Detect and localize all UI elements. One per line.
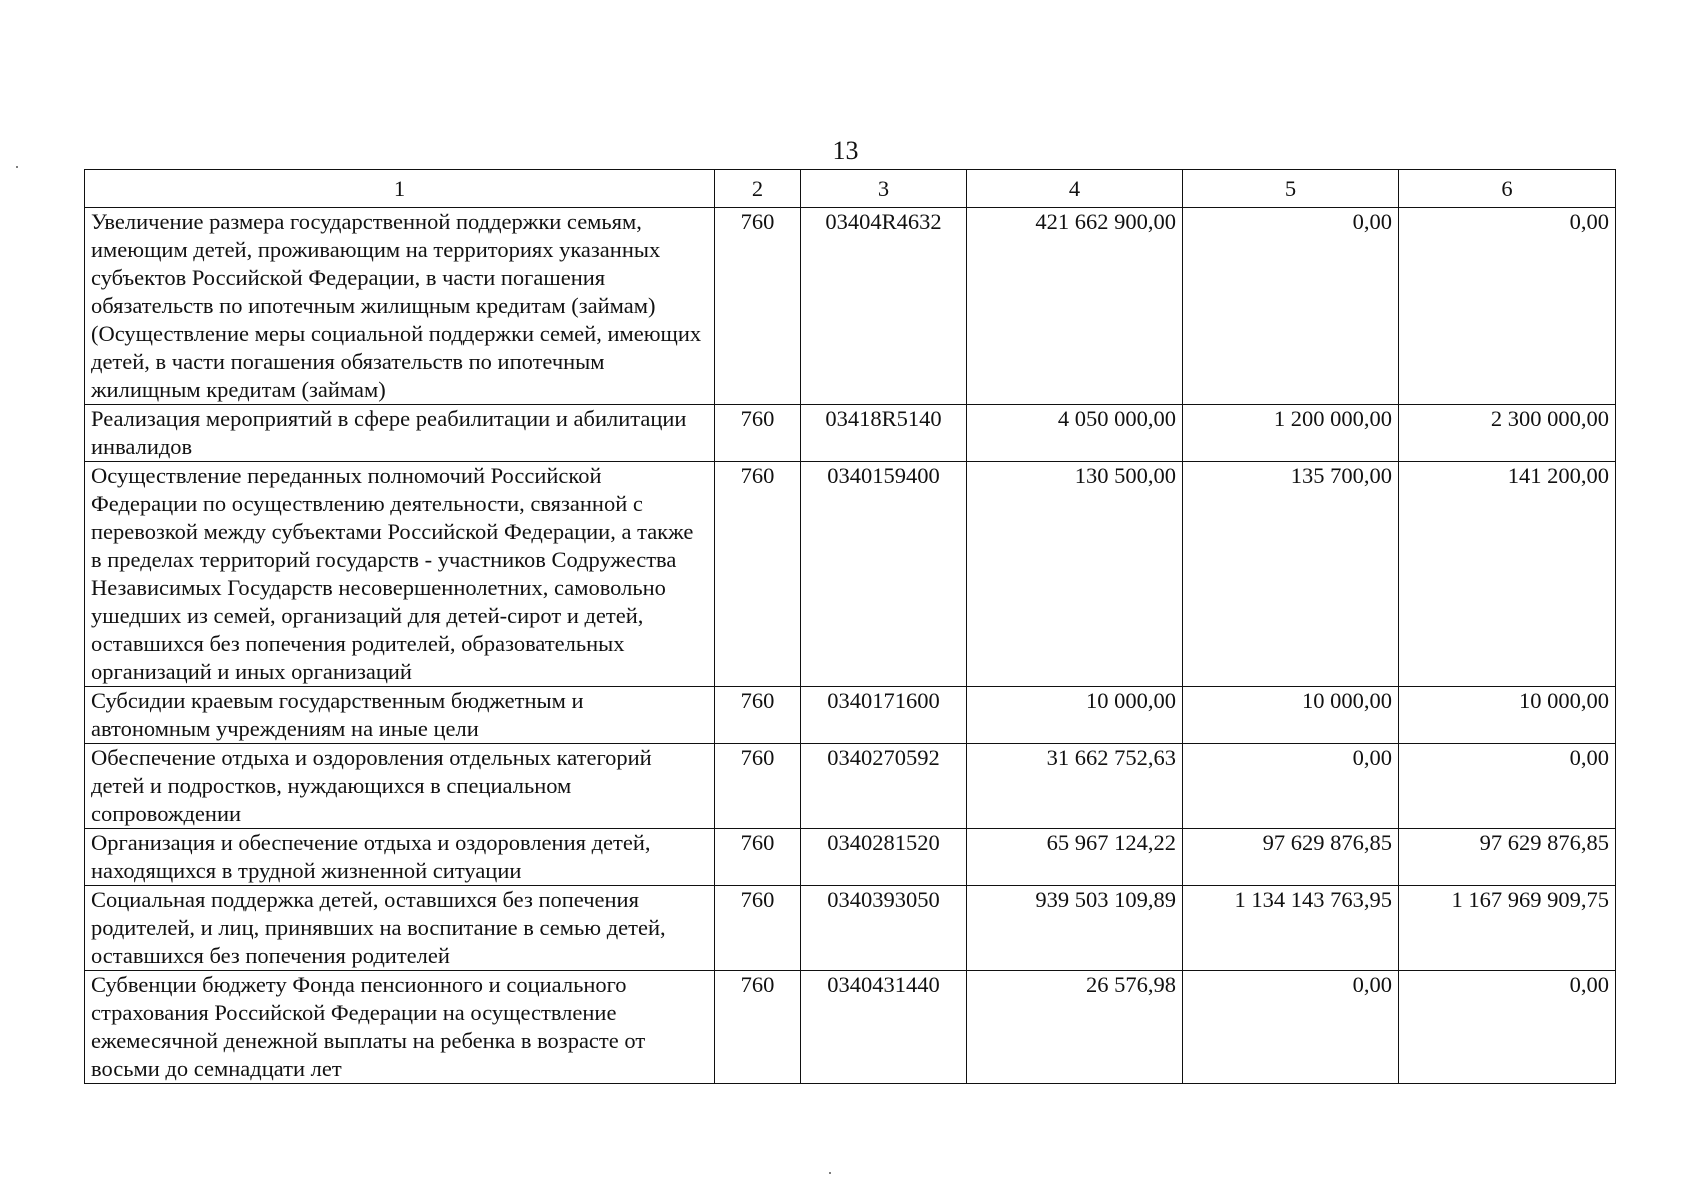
column-header-4: 4 [967, 170, 1183, 208]
row-amount-col6: 1 167 969 909,75 [1399, 886, 1616, 971]
row-target-article: 0340171600 [801, 687, 967, 744]
header-row [85, 170, 1616, 208]
row-grbs-code: 760 [715, 462, 801, 687]
column-header-6: 6 [1399, 170, 1616, 208]
row-amount-col5: 10 000,00 [1183, 687, 1399, 744]
scan-artifact [829, 1172, 831, 1174]
row-amount-col4: 4 050 000,00 [967, 405, 1183, 462]
table-row [85, 462, 1616, 687]
row-amount-col4: 939 503 109,89 [967, 886, 1183, 971]
row-target-article: 0340281520 [801, 829, 967, 886]
row-amount-col4: 26 576,98 [967, 971, 1183, 1084]
table-row [85, 886, 1616, 971]
row-grbs-code: 760 [715, 405, 801, 462]
budget-table [84, 169, 1616, 1084]
table-row [85, 405, 1616, 462]
table-row [85, 744, 1616, 829]
row-amount-col5: 97 629 876,85 [1183, 829, 1399, 886]
row-amount-col5: 0,00 [1183, 971, 1399, 1084]
row-amount-col4: 130 500,00 [967, 462, 1183, 687]
row-amount-col6: 97 629 876,85 [1399, 829, 1616, 886]
row-name: Обеспечение отдыха и оздоровления отдельных категорий детей и подростков, нуждающихся в специальном сопровождении [85, 744, 715, 829]
row-name: Организация и обеспечение отдыха и оздоровления детей, находящихся в трудной жизненной ситуации [85, 829, 715, 886]
row-amount-col4: 65 967 124,22 [967, 829, 1183, 886]
row-grbs-code: 760 [715, 886, 801, 971]
row-grbs-code: 760 [715, 687, 801, 744]
row-target-article: 0340270592 [801, 744, 967, 829]
row-amount-col5: 1 200 000,00 [1183, 405, 1399, 462]
row-amount-col6: 0,00 [1399, 971, 1616, 1084]
table-row [85, 829, 1616, 886]
row-amount-col4: 31 662 752,63 [967, 744, 1183, 829]
row-amount-col4: 10 000,00 [967, 687, 1183, 744]
row-name: Социальная поддержка детей, оставшихся без попечения родителей, и лиц, принявших на воспитание в семью детей, оставшихся без попечения родителей [85, 886, 715, 971]
column-header-2: 2 [715, 170, 801, 208]
row-name: Увеличение размера государственной поддержки семьям, имеющим детей, проживающим на территориях указанных субъектов Российской Федерации, в части погашения обязательств по ипотечным жилищным кредитам (займам) (Осуществление меры социальной поддержки семей, имеющих детей, в части погашения обязательств по ипотечным жилищным кредитам (займам) [85, 208, 715, 405]
row-name: Субсидии краевым государственным бюджетным и автономным учреждениям на иные цели [85, 687, 715, 744]
row-grbs-code: 760 [715, 971, 801, 1084]
row-target-article: 0340159400 [801, 462, 967, 687]
row-grbs-code: 760 [715, 744, 801, 829]
row-name: Субвенции бюджету Фонда пенсионного и социального страхования Российской Федерации на осуществление ежемесячной денежной выплаты на ребенка в возрасте от восьми до семнадцати лет [85, 971, 715, 1084]
row-amount-col6: 10 000,00 [1399, 687, 1616, 744]
row-amount-col5: 0,00 [1183, 208, 1399, 405]
table-row [85, 208, 1616, 405]
row-name: Осуществление переданных полномочий Российской Федерации по осуществлению деятельности, связанной с перевозкой между субъектами Российской Федерации, а также в пределах территорий государств - участников Содружества Независимых Государств несовершеннолетних, самовольно ушедших из семей, организаций для детей-сирот и детей, оставшихся без попечения родителей, образовательных организаций и иных организаций [85, 462, 715, 687]
column-header-5: 5 [1183, 170, 1399, 208]
row-target-article: 03418R5140 [801, 405, 967, 462]
row-amount-col6: 2 300 000,00 [1399, 405, 1616, 462]
column-header-1: 1 [85, 170, 715, 208]
scan-artifact [16, 166, 18, 168]
table-row [85, 971, 1616, 1084]
row-target-article: 03404R4632 [801, 208, 967, 405]
row-amount-col5: 0,00 [1183, 744, 1399, 829]
row-amount-col6: 0,00 [1399, 208, 1616, 405]
row-grbs-code: 760 [715, 208, 801, 405]
row-amount-col5: 1 134 143 763,95 [1183, 886, 1399, 971]
row-amount-col4: 421 662 900,00 [967, 208, 1183, 405]
page-number: 13 [832, 136, 859, 165]
row-name: Реализация мероприятий в сфере реабилитации и абилитации инвалидов [85, 405, 715, 462]
row-amount-col6: 141 200,00 [1399, 462, 1616, 687]
table-row [85, 687, 1616, 744]
row-grbs-code: 760 [715, 829, 801, 886]
row-amount-col6: 0,00 [1399, 744, 1616, 829]
row-amount-col5: 135 700,00 [1183, 462, 1399, 687]
column-header-3: 3 [801, 170, 967, 208]
row-target-article: 0340431440 [801, 971, 967, 1084]
row-target-article: 0340393050 [801, 886, 967, 971]
